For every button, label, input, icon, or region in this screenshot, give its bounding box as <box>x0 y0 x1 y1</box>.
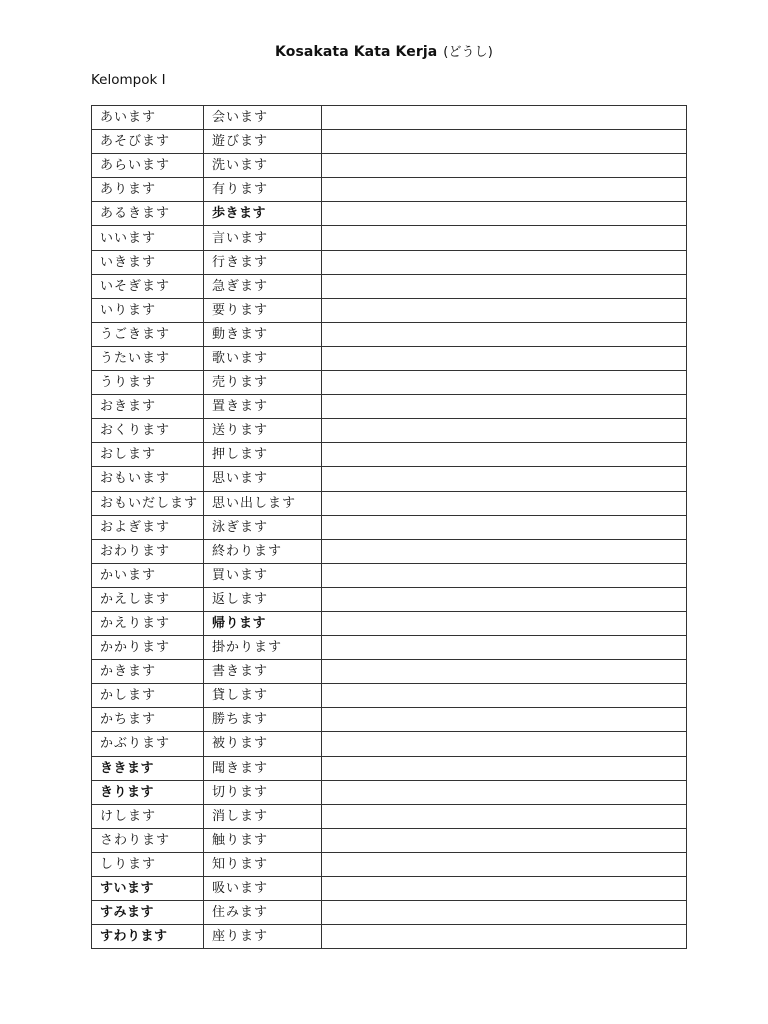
notes-cell <box>322 106 687 130</box>
kanji-cell: 置きます <box>204 395 322 419</box>
table-row <box>92 178 687 202</box>
kanji-cell: 吸います <box>204 877 322 901</box>
kana-cell: いそぎます <box>92 274 204 298</box>
notes-cell <box>322 780 687 804</box>
table-row <box>92 611 687 635</box>
kanji-cell: 消します <box>204 804 322 828</box>
table-row <box>92 130 687 154</box>
kana-cell: おもいます <box>92 467 204 491</box>
kanji-cell: 返します <box>204 587 322 611</box>
kanji-cell: 思い出します <box>204 491 322 515</box>
table-row <box>92 419 687 443</box>
kanji-cell: 被ります <box>204 732 322 756</box>
notes-cell <box>322 708 687 732</box>
kana-cell: ききます <box>92 756 204 780</box>
verb-table-body <box>92 106 687 949</box>
table-row <box>92 877 687 901</box>
kanji-cell: 売ります <box>204 371 322 395</box>
kana-cell: あるきます <box>92 202 204 226</box>
kanji-cell: 泳ぎます <box>204 515 322 539</box>
table-row <box>92 491 687 515</box>
kana-cell: かします <box>92 684 204 708</box>
kanji-cell: 終わります <box>204 539 322 563</box>
notes-cell <box>322 925 687 949</box>
notes-cell <box>322 901 687 925</box>
kana-cell: おきます <box>92 395 204 419</box>
table-row <box>92 563 687 587</box>
kanji-cell: 貸します <box>204 684 322 708</box>
kanji-cell: 言います <box>204 226 322 250</box>
kana-cell: けします <box>92 804 204 828</box>
kana-cell: すいます <box>92 877 204 901</box>
kana-cell: いります <box>92 298 204 322</box>
kana-cell: おわります <box>92 539 204 563</box>
kanji-cell: 聞きます <box>204 756 322 780</box>
notes-cell <box>322 587 687 611</box>
notes-cell <box>322 756 687 780</box>
kana-cell: うごきます <box>92 322 204 346</box>
notes-cell <box>322 563 687 587</box>
notes-cell <box>322 371 687 395</box>
document-title <box>0 41 768 60</box>
kana-cell: すわります <box>92 925 204 949</box>
kana-cell: うります <box>92 371 204 395</box>
table-row <box>92 274 687 298</box>
table-row <box>92 298 687 322</box>
table-row <box>92 202 687 226</box>
notes-cell <box>322 443 687 467</box>
table-row <box>92 154 687 178</box>
table-row <box>92 804 687 828</box>
kana-cell: いきます <box>92 250 204 274</box>
kana-cell: およぎます <box>92 515 204 539</box>
table-row <box>92 467 687 491</box>
table-row <box>92 346 687 370</box>
table-row <box>92 322 687 346</box>
kanji-cell: 洗います <box>204 154 322 178</box>
notes-cell <box>322 684 687 708</box>
notes-cell <box>322 154 687 178</box>
table-row <box>92 732 687 756</box>
notes-cell <box>322 804 687 828</box>
kana-cell: しります <box>92 852 204 876</box>
notes-cell <box>322 539 687 563</box>
kana-cell: あらいます <box>92 154 204 178</box>
notes-cell <box>322 202 687 226</box>
table-row <box>92 708 687 732</box>
table-row <box>92 395 687 419</box>
kanji-cell: 動きます <box>204 322 322 346</box>
kanji-cell: 歩きます <box>204 202 322 226</box>
kana-cell: うたいます <box>92 346 204 370</box>
kanji-cell: 知ります <box>204 852 322 876</box>
kana-cell: すみます <box>92 901 204 925</box>
notes-cell <box>322 877 687 901</box>
kana-cell: あります <box>92 178 204 202</box>
kanji-cell: 勝ちます <box>204 708 322 732</box>
notes-cell <box>322 250 687 274</box>
notes-cell <box>322 130 687 154</box>
notes-cell <box>322 491 687 515</box>
notes-cell <box>322 322 687 346</box>
notes-cell <box>322 467 687 491</box>
table-row <box>92 539 687 563</box>
table-row <box>92 660 687 684</box>
table-row <box>92 106 687 130</box>
kanji-cell: 押します <box>204 443 322 467</box>
table-row <box>92 443 687 467</box>
kanji-cell: 買います <box>204 563 322 587</box>
notes-cell <box>322 226 687 250</box>
table-row <box>92 684 687 708</box>
table-row <box>92 587 687 611</box>
kana-cell: おもいだします <box>92 491 204 515</box>
notes-cell <box>322 828 687 852</box>
kana-cell: おくります <box>92 419 204 443</box>
table-row <box>92 515 687 539</box>
kana-cell: あそびます <box>92 130 204 154</box>
kanji-cell: 有ります <box>204 178 322 202</box>
kanji-cell: 切ります <box>204 780 322 804</box>
table-row <box>92 925 687 949</box>
table-row <box>92 852 687 876</box>
group-heading: Kelompok I <box>91 72 166 88</box>
kanji-cell: 行きます <box>204 250 322 274</box>
kanji-cell: 掛かります <box>204 636 322 660</box>
notes-cell <box>322 852 687 876</box>
notes-cell <box>322 395 687 419</box>
table-row <box>92 371 687 395</box>
kana-cell: かいます <box>92 563 204 587</box>
notes-cell <box>322 346 687 370</box>
table-row <box>92 756 687 780</box>
notes-cell <box>322 274 687 298</box>
notes-cell <box>322 298 687 322</box>
kana-cell: きります <box>92 780 204 804</box>
kana-cell: かきます <box>92 660 204 684</box>
table-row <box>92 636 687 660</box>
kanji-cell: 書きます <box>204 660 322 684</box>
verb-vocabulary-table <box>91 105 687 949</box>
table-row <box>92 250 687 274</box>
kanji-cell: 要ります <box>204 298 322 322</box>
table-row <box>92 828 687 852</box>
title-reading: (どうし) <box>443 45 493 60</box>
notes-cell <box>322 636 687 660</box>
kanji-cell: 帰ります <box>204 611 322 635</box>
table-row <box>92 780 687 804</box>
kana-cell: おします <box>92 443 204 467</box>
kanji-cell: 触ります <box>204 828 322 852</box>
kana-cell: かかります <box>92 636 204 660</box>
kanji-cell: 思います <box>204 467 322 491</box>
notes-cell <box>322 515 687 539</box>
title-text: Kosakata Kata Kerja <box>275 44 438 60</box>
kana-cell: いいます <box>92 226 204 250</box>
kana-cell: かちます <box>92 708 204 732</box>
kana-cell: さわります <box>92 828 204 852</box>
notes-cell <box>322 732 687 756</box>
kanji-cell: 住みます <box>204 901 322 925</box>
kana-cell: あいます <box>92 106 204 130</box>
kanji-cell: 会います <box>204 106 322 130</box>
kanji-cell: 遊びます <box>204 130 322 154</box>
kanji-cell: 送ります <box>204 419 322 443</box>
notes-cell <box>322 178 687 202</box>
table-row <box>92 901 687 925</box>
notes-cell <box>322 611 687 635</box>
kana-cell: かえします <box>92 587 204 611</box>
kanji-cell: 座ります <box>204 925 322 949</box>
kana-cell: かぶります <box>92 732 204 756</box>
kanji-cell: 急ぎます <box>204 274 322 298</box>
kana-cell: かえります <box>92 611 204 635</box>
notes-cell <box>322 660 687 684</box>
notes-cell <box>322 419 687 443</box>
table-row <box>92 226 687 250</box>
kanji-cell: 歌います <box>204 346 322 370</box>
